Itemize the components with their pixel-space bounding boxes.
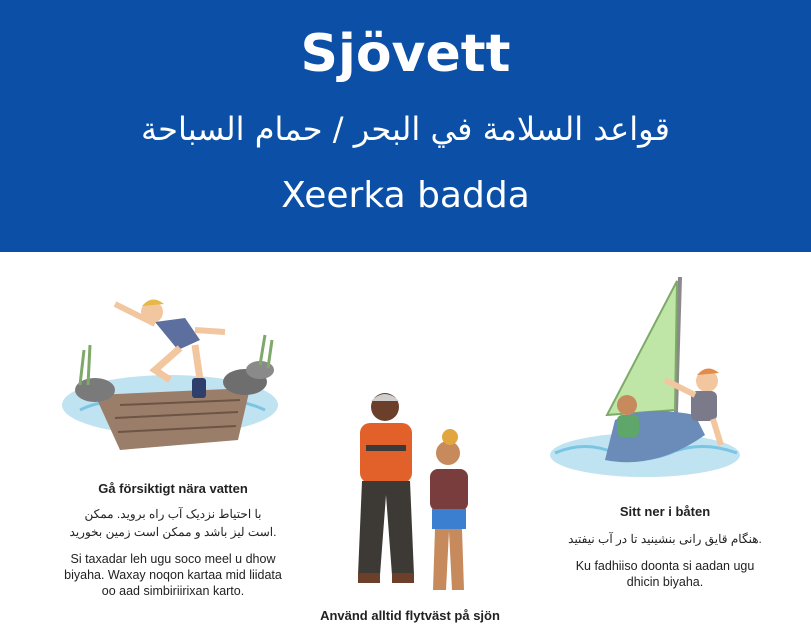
header-banner [0, 0, 811, 252]
panel-1-title: Gå försiktigt nära vatten [98, 481, 248, 496]
page-title: Sjövett [300, 24, 511, 84]
panel-1-arabic-line-1: با احتیاط نزدیک آب راه بروید. ممکن [84, 507, 262, 521]
panel-2-title: Använd alltid flytväst på sjön [320, 608, 500, 623]
panel-1-somali: Si taxadar leh ugu soco meel u dhow biyaha. Waxay noqon kartaa mid liidata oo aad simbiriirixan karto. [64, 552, 282, 598]
panel-2-caption [290, 608, 530, 624]
subtitle-somali: Xeerka badda [281, 175, 530, 216]
panel-1-arabic-line-2: .است لیز باشد و ممکن است زمین بخورید [69, 525, 277, 539]
slipping-on-dock-illustration [60, 290, 280, 460]
panel-3-title: Sitt ner i båten [619, 504, 711, 519]
panel-3-caption [540, 504, 790, 590]
life-vest-people-illustration [340, 385, 480, 607]
panel-1-caption [58, 481, 288, 599]
panel-3-somali: Ku fadhiiso doonta si aadan ugu dhicin biyaha. [575, 559, 755, 589]
sailboat-illustration [545, 275, 745, 485]
panel-3-arabic: .هنگام قایق رانی بنشینید تا در آب نیفتید [568, 532, 762, 546]
subtitle-arabic: قواعد السلامة في البحر / حمام السباحة [141, 110, 670, 148]
